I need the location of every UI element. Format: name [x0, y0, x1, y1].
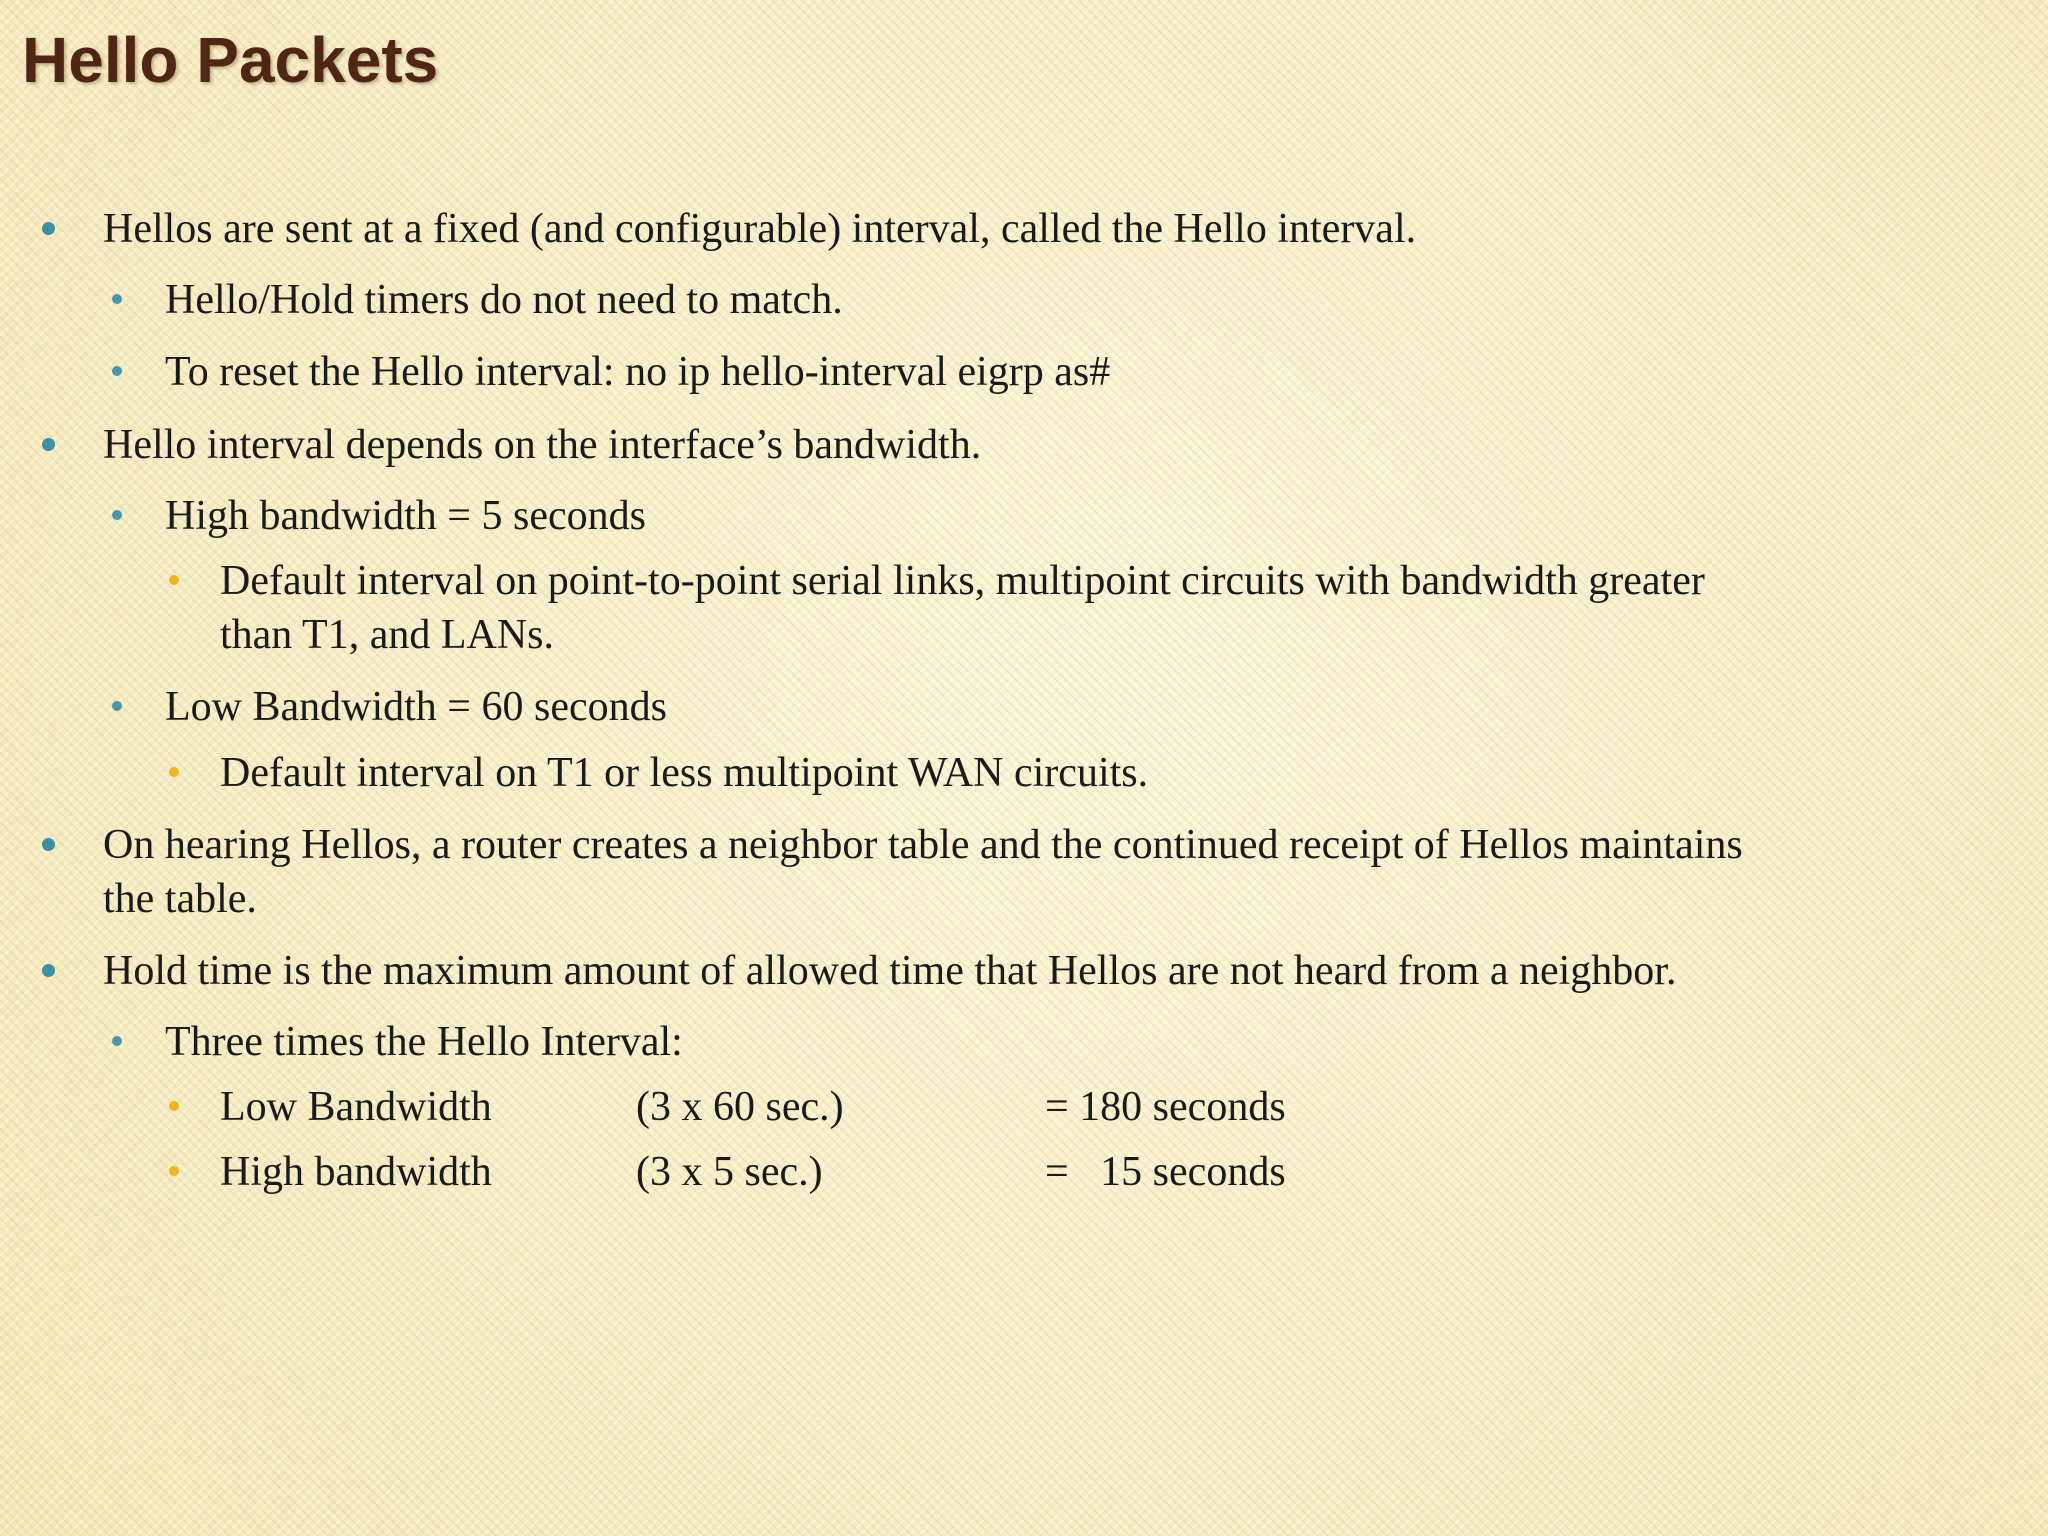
bullet-level1: [42, 838, 55, 851]
bullet-level3: [169, 767, 179, 777]
bullet-neighbor-table: On hearing Hellos, a router creates a neighbor table and the continued receipt of Hellos maintains: [103, 822, 1743, 868]
slide-title: Hello Packets: [22, 24, 439, 96]
bullet-level2: [112, 366, 122, 376]
bullet-level1: [42, 222, 55, 235]
bullet-hello-interval: Hellos are sent at a fixed (and configurable) interval, called the Hello interval.: [103, 206, 1417, 252]
bullet-level3: [169, 1101, 179, 1111]
bullet-level2: [112, 510, 122, 520]
bullet-interval-bandwidth: Hello interval depends on the interface’s bandwidth.: [103, 422, 982, 468]
bullet-hold-time: Hold time is the maximum amount of allowed time that Hellos are not heard from a neighbor.: [103, 948, 1677, 994]
bullet-level2: [112, 1036, 122, 1046]
bullet-level1: [42, 438, 55, 451]
bullet-level2: [112, 701, 122, 711]
bullet-timers-match: Hello/Hold timers do not need to match.: [165, 277, 843, 323]
hold-row-calc: (3 x 5 sec.): [636, 1149, 823, 1195]
bullet-high-bandwidth: High bandwidth = 5 seconds: [165, 493, 646, 539]
hold-row-label: Low Bandwidth: [220, 1084, 492, 1130]
bullet-default-high-cont: than T1, and LANs.: [220, 612, 555, 658]
bullet-level3: [169, 1166, 179, 1176]
bullet-low-bandwidth: Low Bandwidth = 60 seconds: [165, 684, 667, 730]
hold-row-label: High bandwidth: [220, 1149, 492, 1195]
bullet-level3: [169, 575, 179, 585]
bullet-neighbor-table-cont: the table.: [103, 876, 257, 922]
bullet-three-times: Three times the Hello Interval:: [165, 1019, 683, 1065]
hold-row-result: = 180 seconds: [1045, 1084, 1286, 1130]
hold-row-calc: (3 x 60 sec.): [636, 1084, 844, 1130]
bullet-default-high: Default interval on point-to-point serial links, multipoint circuits with bandwidth greater: [220, 558, 1705, 604]
hold-row-result: = 15 seconds: [1045, 1149, 1286, 1195]
bullet-level2: [112, 294, 122, 304]
bullet-default-low: Default interval on T1 or less multipoint WAN circuits.: [220, 750, 1149, 796]
bullet-reset-command: To reset the Hello interval: no ip hello-interval eigrp as#: [165, 349, 1111, 395]
bullet-level1: [42, 964, 55, 977]
